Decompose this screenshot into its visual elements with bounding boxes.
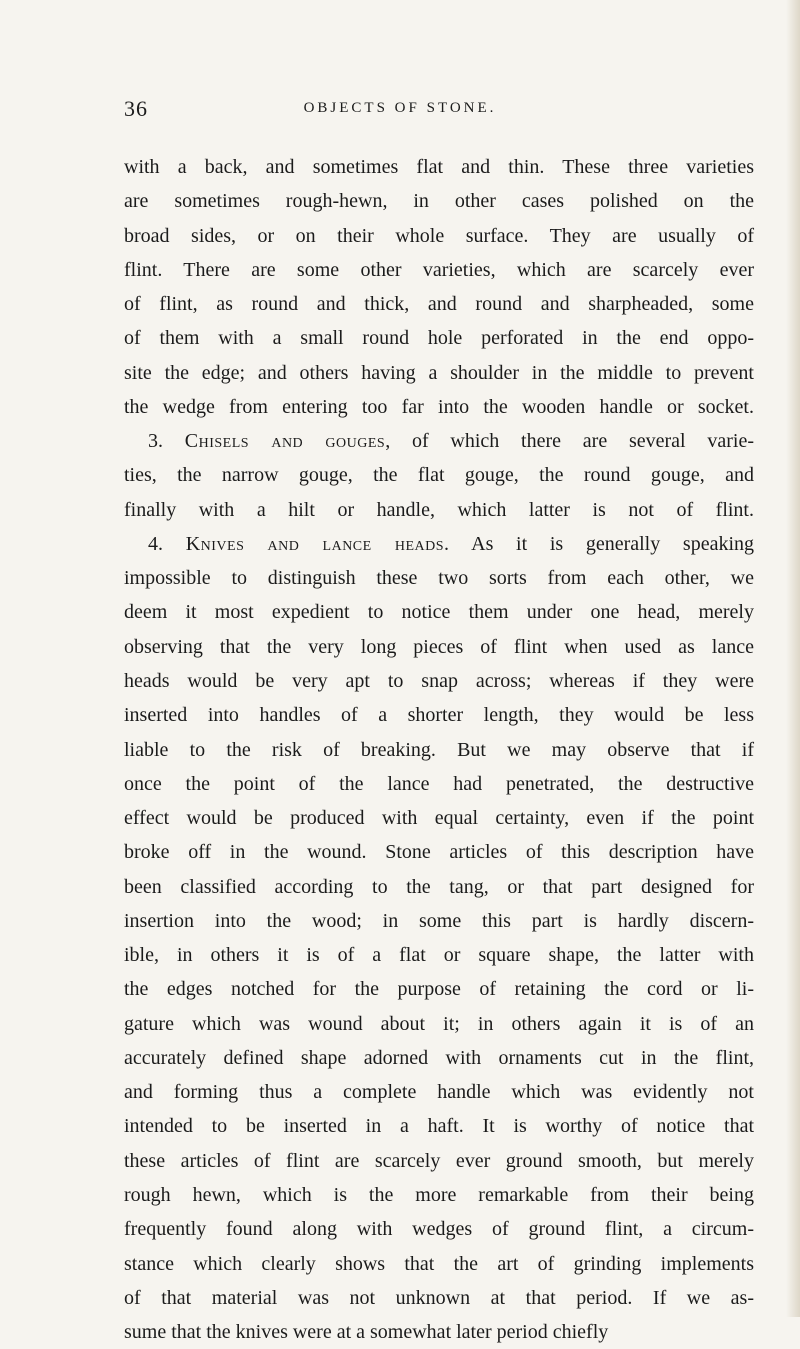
text-line bbox=[124, 1178, 754, 1212]
text-line bbox=[124, 458, 754, 492]
text-line bbox=[124, 1075, 754, 1109]
small-caps-heading: Knives and lance heads. bbox=[185, 532, 450, 555]
text-line bbox=[124, 561, 754, 595]
text-line bbox=[124, 733, 754, 767]
text-run: of flint, as round and thick, and round and sharpheaded, some bbox=[124, 293, 754, 316]
text-run: the wedge from entering too far into the wooden handle or socket. bbox=[124, 395, 754, 418]
text-line bbox=[124, 493, 754, 527]
text-line bbox=[124, 253, 754, 287]
text-run: site the edge; and others having a shoulder in the middle to prevent bbox=[124, 361, 754, 384]
text-line bbox=[124, 1007, 754, 1041]
text-line bbox=[124, 424, 754, 458]
text-line bbox=[124, 321, 754, 355]
text-run: once the point of the lance had penetrated, the destructive bbox=[124, 772, 754, 795]
text-run: of them with a small round hole perforated in the end oppo- bbox=[124, 327, 754, 350]
text-run: heads would be very apt to snap across; whereas if they were bbox=[124, 669, 754, 692]
small-caps-heading: Chisels and gouges bbox=[184, 430, 386, 453]
text-line bbox=[124, 527, 754, 561]
text-run: rough hewn, which is the more remarkable from their being bbox=[124, 1183, 754, 1206]
text-run: the edges notched for the purpose of retaining the cord or li- bbox=[124, 978, 754, 1001]
text-run: accurately defined shape adorned with ornaments cut in the flint, bbox=[124, 1046, 754, 1069]
body-text bbox=[124, 150, 754, 1349]
text-line bbox=[124, 698, 754, 732]
text-line bbox=[124, 1281, 754, 1315]
text-run: frequently found along with wedges of ground flint, a circum- bbox=[124, 1218, 754, 1241]
text-run: 4. bbox=[148, 532, 186, 555]
text-run: observing that the very long pieces of flint when used as lance bbox=[124, 635, 754, 658]
text-line bbox=[124, 630, 754, 664]
text-run: with a back, and sometimes flat and thin. These three varieties bbox=[124, 156, 754, 178]
text-line bbox=[124, 595, 754, 629]
running-head: OBJECTS OF STONE. bbox=[303, 100, 497, 116]
text-line bbox=[124, 150, 754, 184]
text-run: are sometimes rough-hewn, in other cases polished on the bbox=[124, 190, 754, 213]
text-line bbox=[124, 1212, 754, 1246]
text-run: stance which clearly shows that the art of grinding implements bbox=[124, 1252, 754, 1275]
text-run: these articles of flint are scarcely ever ground smooth, but merely bbox=[124, 1149, 754, 1172]
text-run: liable to the risk of breaking. But we may observe that if bbox=[124, 738, 754, 761]
text-run: broke off in the wound. Stone articles of this description have bbox=[124, 841, 754, 864]
text-line bbox=[124, 938, 754, 972]
text-run: sume that the knives were at a somewhat later period chiefly bbox=[124, 1321, 609, 1344]
text-line bbox=[124, 390, 754, 424]
text-run: effect would be produced with equal certainty, even if the point bbox=[124, 807, 754, 830]
text-line bbox=[124, 184, 754, 218]
text-run: As it is generally speaking bbox=[449, 532, 755, 555]
text-line bbox=[124, 664, 754, 698]
text-line bbox=[124, 1315, 754, 1349]
text-line bbox=[124, 1041, 754, 1075]
text-run: gature which was wound about it; in others again it is of an bbox=[124, 1012, 754, 1035]
text-run: and forming thus a complete handle which was evidently not bbox=[124, 1081, 754, 1104]
text-run: intended to be inserted in a haft. It is worthy of notice that bbox=[124, 1115, 754, 1138]
text-line bbox=[124, 1247, 754, 1281]
text-line bbox=[124, 287, 754, 321]
text-run: of that material was not unknown at that period. If we as- bbox=[124, 1286, 754, 1309]
text-run: broad sides, or on their whole surface. They are usually of bbox=[124, 224, 754, 247]
page-header bbox=[0, 96, 800, 126]
page-edge-shadow bbox=[786, 0, 800, 1317]
text-run: 3. bbox=[148, 430, 185, 453]
text-line bbox=[124, 904, 754, 938]
text-run: finally with a hilt or handle, which latter is not of flint. bbox=[124, 498, 754, 521]
text-line bbox=[124, 1109, 754, 1143]
text-run: impossible to distinguish these two sorts from each other, we bbox=[124, 567, 754, 590]
text-run: , of which there are several varie- bbox=[385, 430, 755, 453]
text-line bbox=[124, 801, 754, 835]
text-line bbox=[124, 219, 754, 253]
text-run: flint. There are some other varieties, which are scarcely ever bbox=[124, 258, 754, 281]
text-run: ible, in others it is of a flat or square shape, the latter with bbox=[124, 944, 754, 967]
text-run: deem it most expedient to notice them under one head, merely bbox=[124, 601, 754, 624]
text-line bbox=[124, 1144, 754, 1178]
text-run: inserted into handles of a shorter length, they would be less bbox=[124, 704, 754, 727]
text-run: ties, the narrow gouge, the flat gouge, the round gouge, and bbox=[124, 464, 754, 487]
text-line bbox=[124, 356, 754, 390]
text-run: insertion into the wood; in some this part is hardly discern- bbox=[124, 909, 754, 932]
text-line bbox=[124, 835, 754, 869]
text-line bbox=[124, 972, 754, 1006]
text-line bbox=[124, 870, 754, 904]
text-line bbox=[124, 767, 754, 801]
text-run: been classified according to the tang, or that part designed for bbox=[124, 875, 754, 898]
page-number: 36 bbox=[124, 96, 148, 121]
